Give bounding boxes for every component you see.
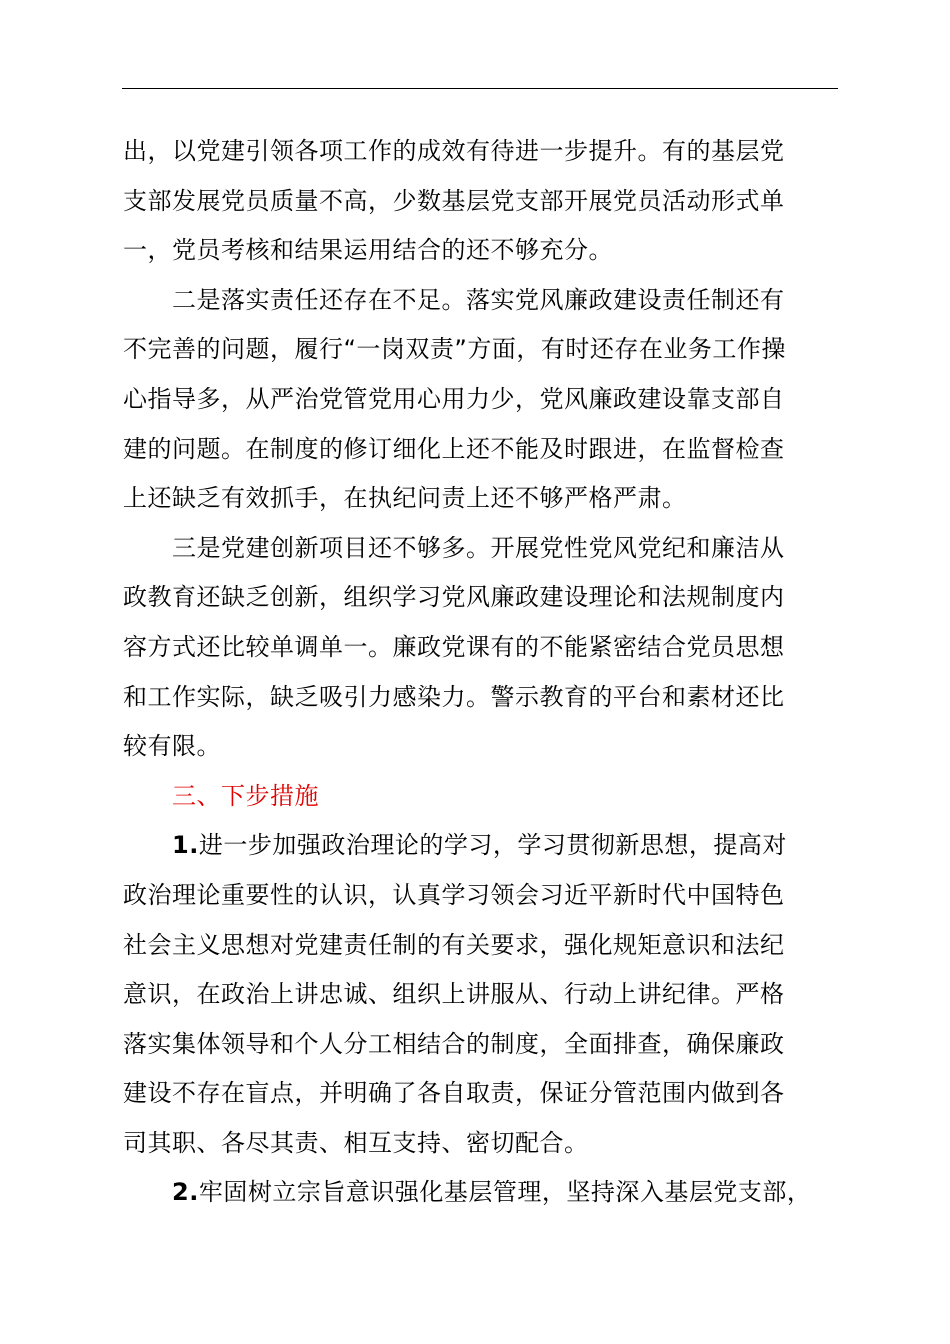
item-number: 1. — [172, 831, 199, 860]
paragraph-line: 落实集体领导和个人分工相结合的制度，全面排查，确保廉政 — [123, 1029, 785, 1058]
item-text: 进一步加强政治理论的学习，学习贯彻新思想，提高对 — [198, 831, 787, 860]
item-text: 牢固树立宗旨意识强化基层管理，坚持深入基层党支部， — [198, 1178, 812, 1207]
paragraph-line: 意识，在政治上讲忠诚、组织上讲服从、行动上讲纪律。严格 — [123, 980, 785, 1009]
paragraph-line: 建的问题。在制度的修订细化上还不能及时跟进，在监督检查 — [123, 434, 785, 463]
paragraph-line: 社会主义思想对党建责任制的有关要求，强化规矩意识和法纪 — [123, 930, 785, 959]
paragraph-line: 上还缺乏有效抓手，在执纪问责上还不够严格严肃。 — [123, 484, 687, 513]
paragraph-line: 出，以党建引领各项工作的成效有待进一步提升。有的基层党 — [123, 137, 785, 165]
paragraph-line: 政教育还缺乏创新，组织学习党风廉政建设理论和法规制度内 — [123, 583, 785, 612]
paragraph-line: 三是党建创新项目还不够多。开展党性党风党纪和廉洁从 — [172, 533, 785, 562]
paragraph-line: 政治理论重要性的认识，认真学习领会习近平新时代中国特色 — [123, 880, 785, 909]
paragraph-line: 二是落实责任还存在不足。落实党风廉政建设责任制还有 — [172, 285, 785, 314]
header-rule — [122, 88, 838, 89]
paragraph-line: 和工作实际，缺乏吸引力感染力。警示教育的平台和素材还比 — [123, 682, 785, 711]
paragraph-line: 一，党员考核和结果运用结合的还不够充分。 — [123, 236, 613, 265]
paragraph-line: 心指导多，从严治党管党用心用力少，党风廉政建设靠支部自 — [123, 384, 785, 413]
paragraph-line: 司其职、各尽其责、相互支持、密切配合。 — [123, 1128, 589, 1157]
paragraph-line: 容方式还比较单调单一。廉政党课有的不能紧密结合党员思想 — [123, 632, 785, 661]
paragraph-line — [123, 821, 839, 871]
paragraph-line: 较有限。 — [123, 732, 221, 761]
paragraph-line — [123, 1168, 839, 1218]
item-number: 2. — [172, 1178, 199, 1207]
paragraph-line: 建设不存在盲点，并明确了各自取责，保证分管范围内做到各 — [123, 1079, 785, 1108]
document-body — [123, 127, 839, 1218]
section-heading: 三、下步措施 — [172, 781, 319, 810]
paragraph-line: 不完善的问题，履行“一岗双责”方面，有时还存在业务工作操 — [123, 335, 786, 364]
paragraph-line: 支部发展党员质量不高，少数基层党支部开展党员活动形式单 — [123, 186, 785, 215]
